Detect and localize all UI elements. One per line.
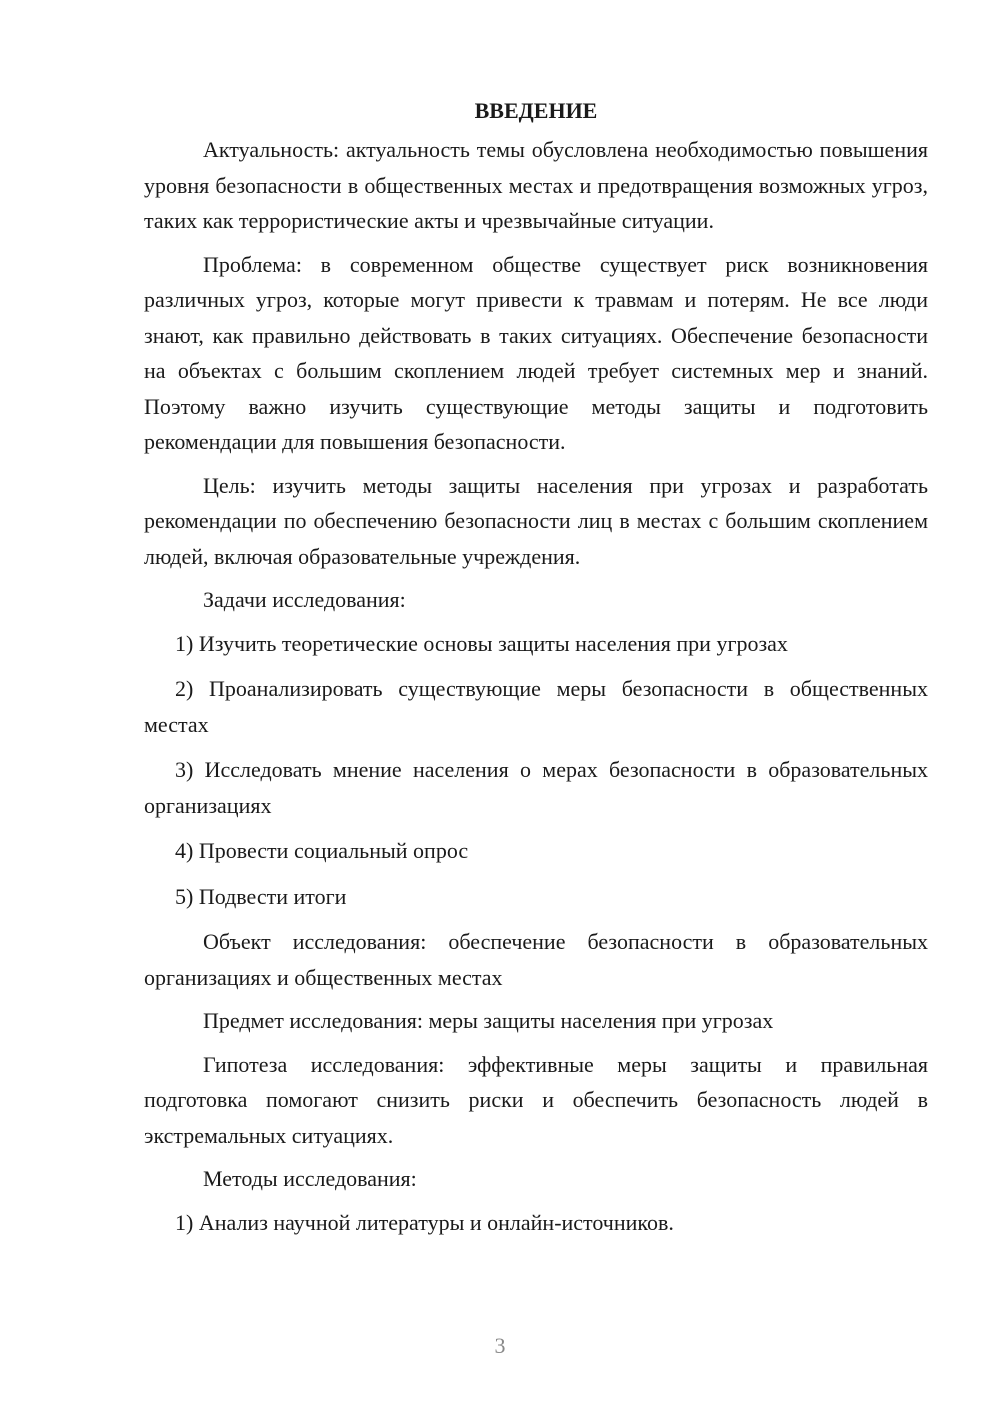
relevance-paragraph: Актуальность: актуальность темы обусловлена необходимостью повышения уровня безопасности в общественных местах и предотвращения возможных угроз, таких как террористические акты и чрезвычайные ситуации. [144,137,928,233]
tasks-heading: Задачи исследования: [203,587,406,612]
task-item-3: 3) Исследовать мнение населения о мерах безопасности в образовательных организациях [144,757,928,818]
task-item-5: 5) Подвести итоги [175,883,347,909]
hypothesis-paragraph: Гипотеза исследования: эффективные меры защиты и правильная подготовка помогают снизить риски и обеспечить безопасность людей в экстремальных ситуациях. [144,1051,928,1148]
problem-paragraph: Проблема: в современном обществе существует риск возникновения различных угроз, которые могут привести к травмам и потерям. Не все люди знают, как правильно действовать в таких ситуациях. Обеспечение безопасности на объектах с большим скоплением людей требует системных мер и знаний. Поэтому важно изучить существующие методы защиты и подготовить рекомендации для повышения безопасности. [144,251,928,454]
page-content [144,96,928,1250]
page-number: 3 [494,1333,506,1358]
research-object-paragraph: Объект исследования: обеспечение безопасности в образовательных организациях и общественных местах [144,929,928,990]
method-item-1: 1) Анализ научной литературы и онлайн-источников. [175,1209,674,1235]
goal-paragraph: Цель: изучить методы защиты населения при угрозах и разработать рекомендации по обеспечению безопасности лиц в местах с большим скоплением людей, включая образовательные учреждения. [144,472,928,569]
task-item-1: 1) Изучить теоретические основы защиты населения при угрозах [175,630,788,656]
methods-heading: Методы исследования: [203,1166,417,1191]
research-subject-paragraph: Предмет исследования: меры защиты населения при угрозах [203,1008,774,1033]
task-item-2: 2) Проанализировать существующие меры безопасности в общественных местах [144,676,928,737]
page-title: ВВЕДЕНИЕ [474,98,598,123]
task-item-4: 4) Провести социальный опрос [175,838,469,863]
